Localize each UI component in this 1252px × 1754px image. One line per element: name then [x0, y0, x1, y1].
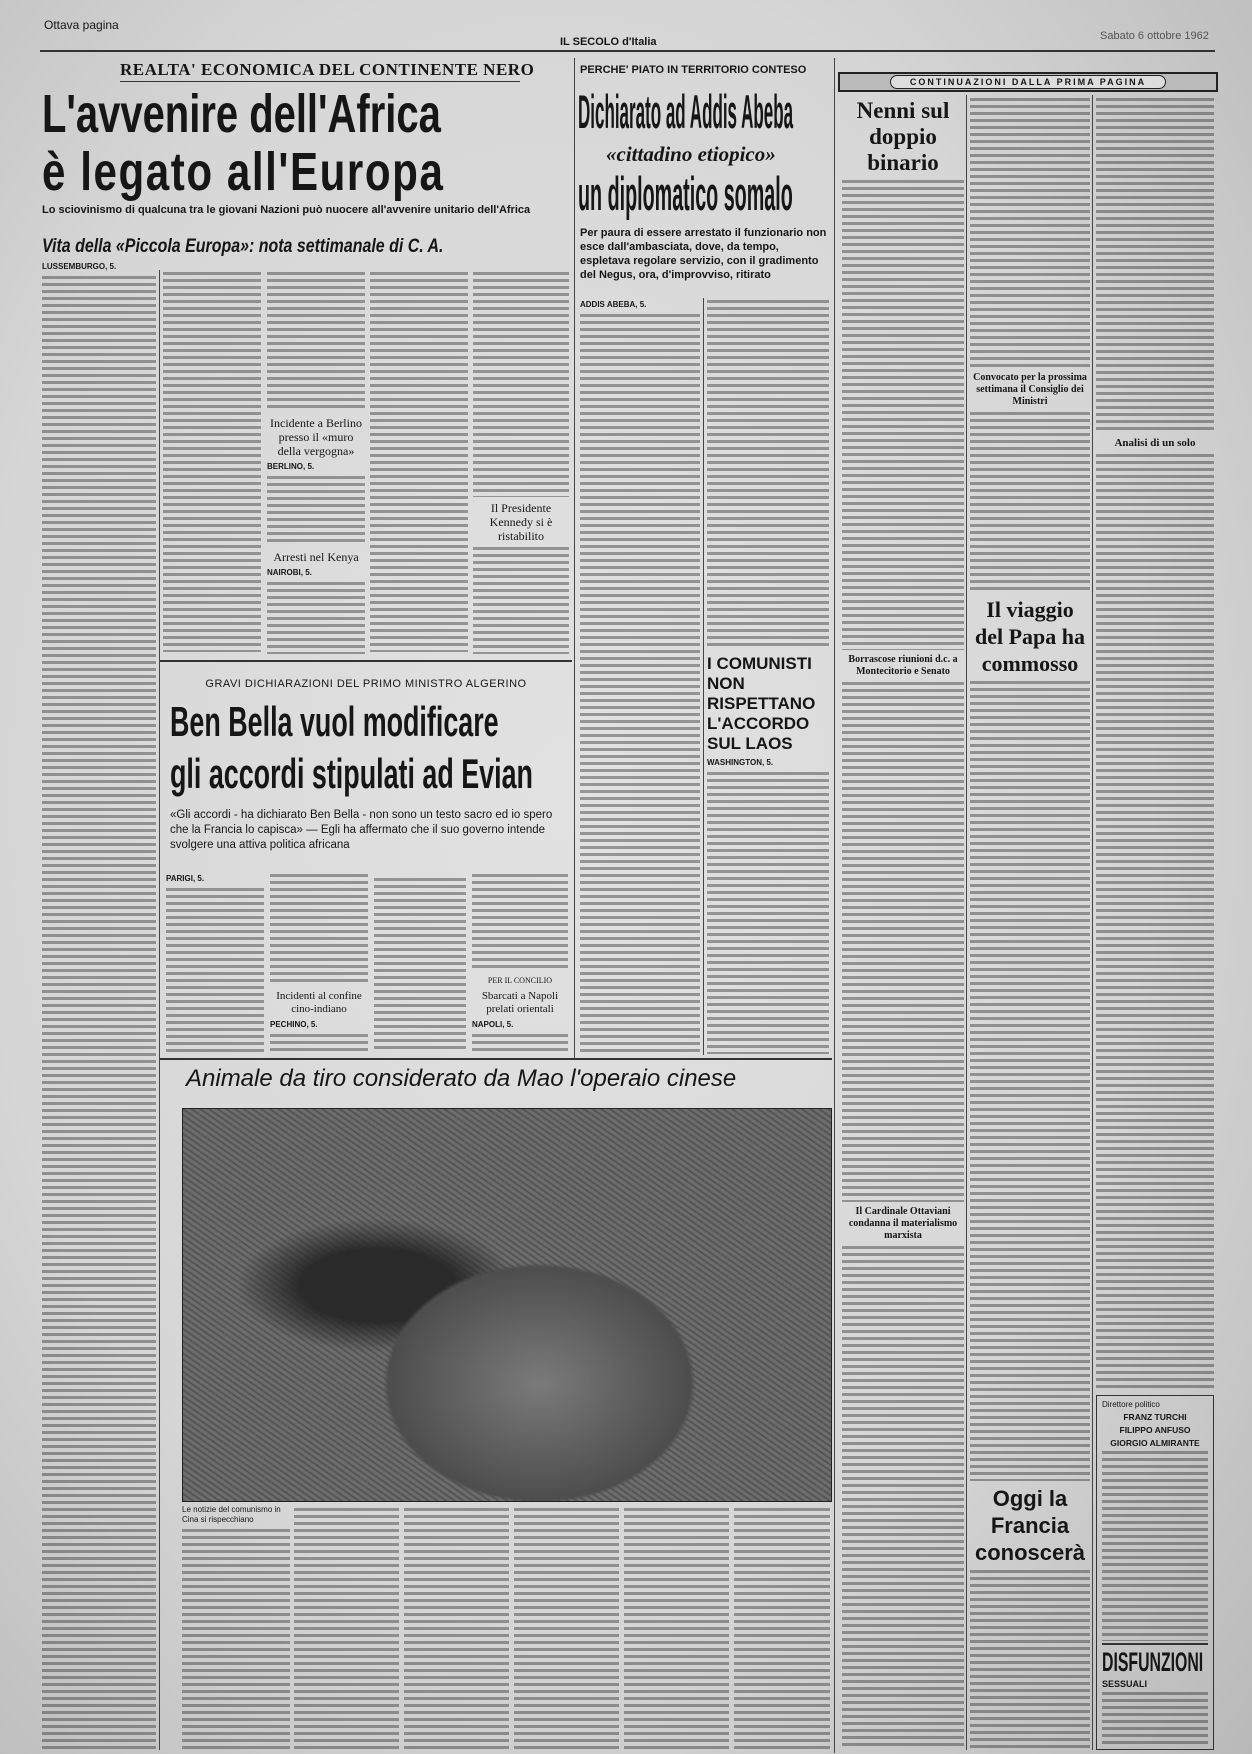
mao-column-4: [514, 1508, 619, 1750]
africa-column-5: [473, 272, 569, 497]
somalia-headline-3: un diplomatico somalo: [578, 168, 793, 222]
mao-column-3: [404, 1508, 509, 1750]
column-rule: [159, 270, 160, 1750]
brief-berlino-text: [267, 476, 365, 546]
africa-column-3: [267, 272, 365, 412]
cont-column-1a: [842, 180, 964, 650]
page-label: Ottava pagina: [44, 18, 119, 32]
cont-column-2a: [970, 98, 1090, 368]
cont-column-2b: [970, 412, 1090, 592]
cont-column-1-wrap: [842, 98, 964, 1750]
mao-column-2: [294, 1508, 399, 1750]
africa-column-1-wrap: [42, 262, 156, 1750]
benbella-column-1: [166, 888, 264, 1054]
ad-subheadline: SESSUALI: [1102, 1679, 1148, 1689]
mao-column-1-wrap: [182, 1505, 290, 1750]
africa-section-title: Vita della «Piccola Europa»: nota settimanale di C. A.: [42, 236, 444, 257]
benbella-dateline: PARIGI, 5.: [166, 874, 205, 883]
borrascose-headline: Borrascose riunioni d.c. a Montecitorio e Senato: [848, 654, 958, 677]
mao-column-1: [182, 1529, 290, 1750]
cont-column-2-wrap: [970, 98, 1090, 1750]
workers-pulling-roller-photo: [182, 1108, 832, 1502]
analisi-headline: Analisi di un solo: [1114, 437, 1196, 449]
somalia-deck: Per paura di essere arrestato il funzionario non esce dall'ambasciata, dove, da tempo, espletava regolare servizio, con il gradimento del Negus, ora, d'improvviso, ritirato: [580, 227, 827, 281]
cont-column-3a: [1096, 98, 1214, 433]
brief-kenya-title: Arresti nel Kenya: [273, 550, 359, 564]
section-rule: [160, 1058, 832, 1060]
brief-concilio-dateline: NAPOLI, 5.: [472, 1020, 514, 1029]
africa-column-5-wrap: [473, 272, 569, 654]
benbella-column-3: [374, 878, 466, 1053]
cont-column-2c: [970, 681, 1090, 1481]
laos-column: [707, 772, 829, 1054]
benbella-column-4-wrap: [472, 874, 568, 1054]
africa-subhead: Lo sciovinismo di qualcuna tra le giovani Nazioni può nuocere all'avvenire unitario dell'Africa: [42, 204, 531, 216]
africa-headline-2: è legato all'Europa: [42, 142, 445, 202]
somalia-headline-2: «cittadino etiopico»: [606, 142, 776, 166]
cont-column-1c: [842, 1246, 964, 1750]
somalia-column-1: [580, 314, 700, 1054]
ad-text: [1102, 1692, 1208, 1745]
benbella-column-1-wrap: [166, 874, 264, 1054]
africa-column-3-wrap: [267, 272, 365, 654]
colophon-name: FILIPPO ANFUSO: [1119, 1425, 1191, 1435]
somalia-kicker: PERCHE' PIATO IN TERRITORIO CONTESO: [580, 64, 807, 76]
ad-headline: DISFUNZIONI: [1102, 1647, 1204, 1677]
benbella-kicker: GRAVI DICHIARAZIONI DEL PRIMO MINISTRO ALGERINO: [205, 678, 527, 690]
brief-kenya-dateline: NAIROBI, 5.: [267, 568, 312, 577]
laos-dateline: WASHINGTON, 5.: [707, 758, 774, 767]
continuazioni-banner-text: CONTINUAZIONI DALLA PRIMA PAGINA: [890, 75, 1166, 89]
africa-column-4: [370, 272, 468, 652]
brief-concilio-title: Sbarcati a Napoli prelati orientali: [481, 990, 559, 1015]
africa-column-2: [163, 272, 261, 652]
benbella-headline-2: gli accordi stipulati ad Evian: [170, 750, 533, 797]
benbella-column-2: [270, 874, 368, 986]
somalia-column-1-wrap: [580, 300, 700, 1054]
continuazioni-banner: [838, 72, 1218, 92]
brief-berlino-title: Incidente a Berlino presso il «muro della vergogna»: [270, 416, 362, 458]
masthead-rule: [40, 50, 1215, 52]
column-rule: [966, 95, 967, 1750]
cont-column-3b: [1096, 454, 1214, 1388]
somalia-dateline: ADDIS ABEBA, 5.: [580, 300, 647, 309]
mao-caption-start: Le notizie del comunismo in Cina si rispecchiano: [182, 1505, 281, 1524]
colophon-box: [1096, 1395, 1214, 1750]
africa-kicker: REALTA' ECONOMICA DEL CONTINENTE NERO: [120, 60, 535, 79]
cont-column-2d: [970, 1570, 1090, 1750]
colophon-name: FRANZ TURCHI: [1123, 1412, 1187, 1422]
brief-cina-india-dateline: PECHINO, 5.: [270, 1020, 318, 1029]
benbella-column-4: [472, 874, 568, 972]
colophon-text: [1102, 1451, 1208, 1641]
column-rule: [574, 58, 575, 1058]
consiglio-headline: Convocato per la prossima settimana il Consiglio dei Ministri: [973, 372, 1087, 407]
somalia-deck-wrap: [580, 226, 828, 286]
colophon-label: Direttore politico: [1102, 1400, 1160, 1409]
papa-headline: Il viaggio del Papa ha commosso: [974, 597, 1086, 676]
brief-kenya-text: [267, 582, 365, 654]
column-rule: [703, 298, 704, 1055]
africa-column-1: [42, 276, 156, 1750]
brief-kennedy-title: Il Presidente Kennedy si è ristabilito: [489, 501, 553, 543]
benbella-column-2-wrap: [270, 874, 368, 1054]
brief-kennedy-text: [473, 547, 569, 654]
ad-rule: [1102, 1643, 1208, 1645]
africa-headline-1: L'avvenire dell'Africa: [42, 84, 441, 144]
cont-column-3-wrap: [1096, 98, 1214, 1388]
mao-column-5: [624, 1508, 729, 1750]
francia-headline: Oggi la Francia conoscerà: [974, 1486, 1086, 1565]
mao-headline: Animale da tiro considerato da Mao l'operaio cinese: [186, 1065, 737, 1092]
somalia-column-2-wrap: [707, 300, 829, 1054]
mao-column-6: [734, 1508, 830, 1750]
nenni-headline: Nenni sul doppio binario: [856, 98, 950, 175]
somalia-column-2: [707, 300, 829, 650]
benbella-deck: «Gli accordi - ha dichiarato Ben Bella - non sono un testo sacro ed io spero che la Francia lo capisca» — Egli ha affermato che il suo governo intende svolgere una attiva politica africana: [170, 809, 553, 851]
kicker-underline: [120, 81, 520, 82]
ottaviani-headline: Il Cardinale Ottaviani condanna il materialismo marxista: [848, 1206, 958, 1241]
brief-concilio-kicker: PER IL CONCILIO: [487, 976, 553, 985]
brief-cina-india-title: Incidenti al confine cino-indiano: [276, 990, 362, 1015]
brief-cina-india-text: [270, 1034, 368, 1054]
brief-berlino-dateline: BERLINO, 5.: [267, 462, 315, 471]
cont-column-1b: [842, 682, 964, 1202]
brief-concilio-text: [472, 1034, 568, 1054]
paper-name: IL SECOLO d'Italia: [560, 36, 657, 48]
section-rule: [160, 660, 572, 662]
colophon-name: GIORGIO ALMIRANTE: [1110, 1438, 1200, 1448]
somalia-headline-1: Dichiarato ad Addis Abeba: [578, 86, 794, 140]
africa-dateline: LUSSEMBURGO, 5.: [42, 262, 117, 271]
issue-date: Sabato 6 ottobre 1962: [1100, 30, 1209, 42]
benbella-headline-1: Ben Bella vuol modificare: [170, 698, 499, 745]
laos-headline: I COMUNISTI NON RISPETTANO L'ACCORDO SUL LAOS: [707, 654, 816, 753]
column-rule: [1092, 95, 1093, 1750]
column-rule: [834, 58, 835, 1753]
